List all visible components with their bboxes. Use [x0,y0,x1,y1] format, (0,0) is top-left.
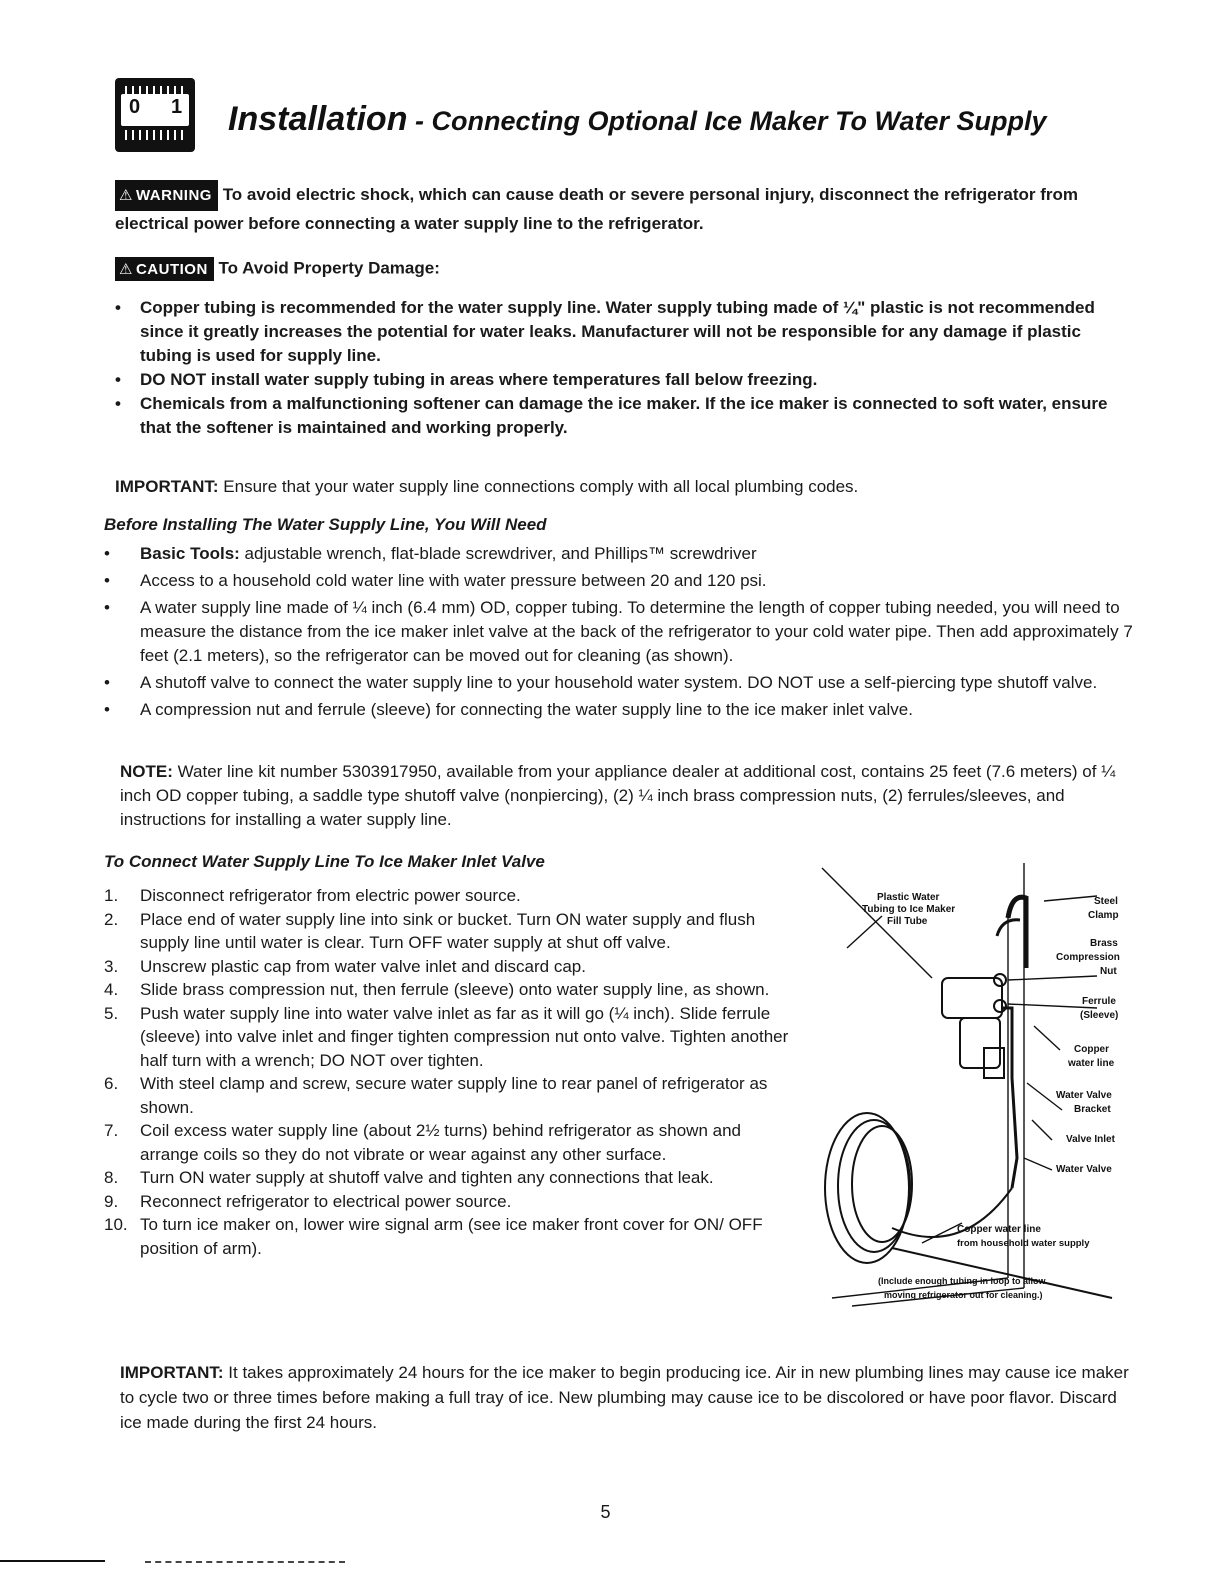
step-item: 8. Turn ON water supply at shutoff valve and tighten any connections that leak. [104,1168,714,1187]
diagram-label: from household water supply [957,1238,1090,1249]
diagram-label: Steel [1094,896,1118,907]
caution-triangle-icon: ⚠ [119,261,133,278]
page-title [228,100,1047,139]
ruler-icon [115,78,195,152]
diagram-svg [812,858,1132,1308]
diagram-label: moving refrigerator out for cleaning.) [884,1290,1043,1300]
step-item: 9. Reconnect refrigerator to electrical power source. [104,1191,512,1211]
list-item: • Copper tubing is recommended for the water supply line. Water supply tubing made of ¼" plastic is not recommended since it greatly increases the potential for water leaks. Manufacturer will not be responsible for any damage if plastic tubing is used for supply line. [115,298,1095,365]
note-water-line-kit [120,760,1140,832]
diagram-label: Brass [1090,938,1118,949]
bullet-icon: • [115,370,121,389]
diagram-label: Copper [1074,1044,1109,1055]
step-item: 4. Slide brass compression nut, then ferrule (sleeve) onto water supply line, as shown. [104,980,770,999]
bullet-icon: • [104,571,110,590]
caution-bullets [115,296,1135,440]
footer-rule-dashed [145,1561,345,1563]
diagram-label: (Sleeve) [1080,1010,1119,1021]
step-item: 5. Push water supply line into water valve inlet as far as it will go (¼ inch). Slide ferrule (sleeve) into valve inlet and finger tighten compression nut onto valve. Tighten another half turn with a wrench; DO NOT over tighten. [104,1003,789,1070]
list-item: • A shutoff valve to connect the water supply line to your household water system. DO NOT use a self-piercing type shutoff valve. [104,671,1154,695]
diagram-label: Ferrule [1082,996,1116,1007]
section-heading-before: Before Installing The Water Supply Line, You Will Need [104,515,547,534]
bullet-icon: • [104,544,110,563]
list-item: • A water supply line made of ¼ inch (6.4 mm) OD, copper tubing. To determine the length of copper tubing needed, you will need to measure the distance from the ice maker inlet valve at the back of the refrigerator to your cold water pipe. Then add approximately 7 feet (2.1 meters), so the refrigerator can be moved out for cleaning (as shown). [104,598,1133,665]
diagram-label: water line [1068,1058,1115,1069]
warning-block [115,180,1125,236]
diagram-label: Fill Tube [887,916,928,927]
important-note-ice [120,1360,1140,1435]
bullet-icon: • [115,394,121,413]
important-label: IMPORTANT: [120,1363,224,1382]
warning-badge [115,180,218,211]
leader-line [847,916,882,948]
step-item: 10. To turn ice maker on, lower wire signal arm (see ice maker front cover for ON/ OFF position of arm). [104,1215,763,1258]
list-item: • Chemicals from a malfunctioning softener can damage the ice maker. If the ice maker is connected to soft water, ensure that the softener is maintained and working properly. [115,394,1108,437]
list-item: • A compression nut and ferrule (sleeve) for connecting the water supply line to the ice maker inlet valve. [104,698,1154,722]
diagram-label: Tubing to Ice Maker [862,904,956,915]
ruler-number-1: 1 [171,96,183,118]
diagram-label: Bracket [1074,1104,1111,1115]
bullet-icon: • [104,598,110,617]
caution-text: To Avoid Property Damage: [218,258,440,278]
step-item: 1. Disconnect refrigerator from electric power source. [104,886,521,905]
diagram-label: Water Valve [1056,1090,1112,1101]
ruler-number-0: 0 [129,96,141,118]
diagram-label: Valve Inlet [1066,1134,1115,1145]
bullet-icon: • [115,298,121,317]
note-label: NOTE: [120,762,173,781]
section-heading-connect: To Connect Water Supply Line To Ice Maker Inlet Valve [104,852,545,871]
diagram-label: Nut [1100,966,1117,977]
diagram-label: Compression [1056,952,1120,963]
important-label: IMPORTANT: [115,477,219,496]
step-item: 2. Place end of water supply line into sink or bucket. Turn ON water supply and flush supply line until water is clear. Turn OFF water supply at shut off valve. [104,909,756,952]
list-item: • DO NOT install water supply tubing in areas where temperatures fall below freezing. [115,368,1135,392]
bullet-icon: • [104,700,110,719]
diagram-label: Plastic Water [877,892,940,903]
list-item: • Access to a household cold water line with water pressure between 20 and 120 psi. [104,569,1154,593]
diagram-label: (Include enough tubing in loop to allow [878,1276,1046,1286]
diagram-label: Copper water line [957,1224,1041,1235]
step-item: 6. With steel clamp and screw, secure water supply line to rear panel of refrigerator as shown. [104,1074,768,1117]
diagram-label: Water Valve [1056,1164,1112,1175]
caution-heading [115,257,440,281]
important-text: Ensure that your water supply line connections comply with all local plumbing codes. [218,477,859,496]
caution-badge [115,257,214,281]
step-item: 3. Unscrew plastic cap from water valve inlet and discard cap. [104,956,586,976]
warning-triangle-icon: ⚠ [119,187,133,204]
step-item: 7. Coil excess water supply line (about 2½ turns) behind refrigerator as shown and arrange coils so they do not vibrate or wear against any other surface. [104,1121,741,1164]
important-text: It takes approximately 24 hours for the ice maker to begin producing ice. Air in new plumbing lines may cause ice maker to cycle two or three times before making a full tray of ice. New plumbing may cause ice to be discolored or have poor flavor. Discard ice made during the first 24 hours. [120,1363,1129,1432]
steps-list [104,884,804,1260]
page-title-main: Installation [228,100,408,138]
page-number: 5 [600,1502,611,1522]
list-item: • Basic Tools: adjustable wrench, flat-blade screwdriver, and Phillips™ screwdriver [104,542,1154,566]
warning-text: To avoid electric shock, which can cause death or severe personal injury, disconnect the refrigerator from electrical power before connecting a water supply line to the refrigerator. [115,184,1078,233]
important-note-plumbing [115,477,858,497]
page-title-sub: - Connecting Optional Ice Maker To Water Supply [407,106,1047,136]
diagram-label: Clamp [1088,910,1119,921]
ice-maker-connection-diagram [812,858,1132,1308]
requirements-list [104,542,1154,725]
footer-rule [0,1560,105,1562]
bullet-icon: • [104,673,110,692]
warning-badge-label: WARNING [135,187,212,204]
note-text: Water line kit number 5303917950, available from your appliance dealer at additional cost, contains 25 feet (7.6 meters) of ¼ inch OD copper tubing, a saddle type shutoff valve (nonpiercing), (2) ¼ inch brass compression nuts, (2) ferrules/sleeves, and instructions for installing a water supply line. [120,762,1116,829]
caution-badge-label: CAUTION [135,261,208,278]
